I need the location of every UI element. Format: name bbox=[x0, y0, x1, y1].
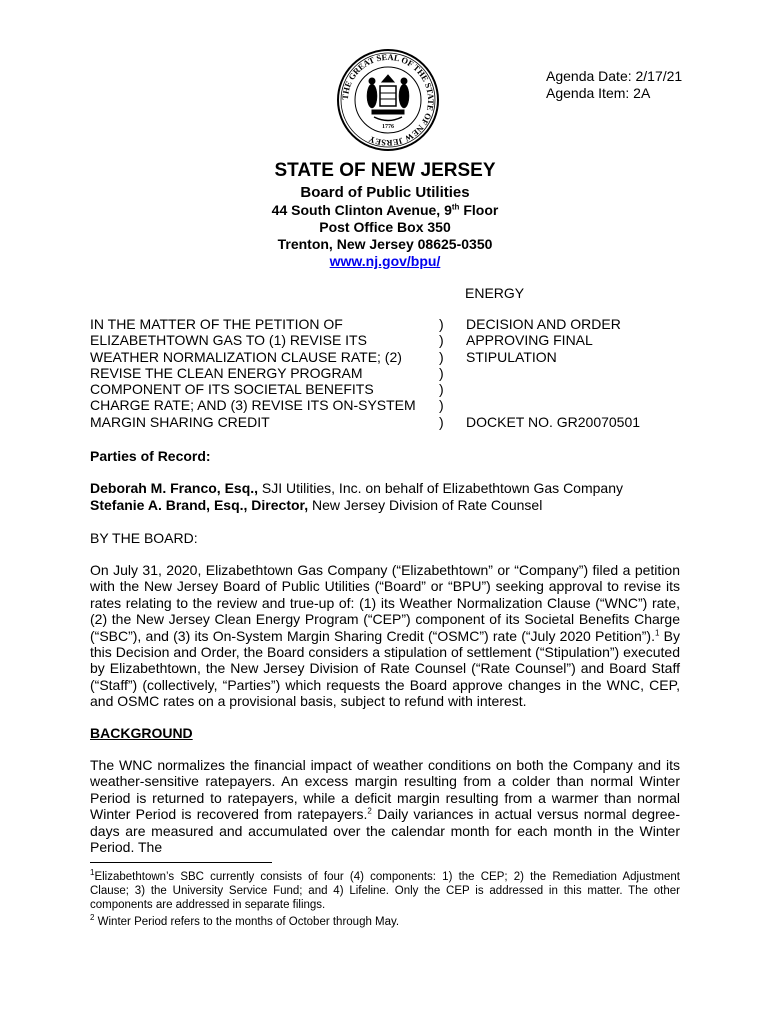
caption-matter-line: REVISE THE CLEAN ENERGY PROGRAM bbox=[90, 364, 363, 381]
parties-heading: Parties of Record: bbox=[90, 448, 211, 464]
agenda-item: Agenda Item: 2A bbox=[546, 85, 651, 101]
docket-number: DOCKET NO. GR20070501 bbox=[466, 414, 641, 430]
footnote-ref: 2 bbox=[367, 806, 372, 816]
footnote-2: $^2$ Winter Period refers to the months of October through May. bbox=[90, 913, 400, 928]
agenda-date: Agenda Date: 2/17/21 bbox=[546, 68, 683, 84]
board-city: Trenton, New Jersey 08625-0350 bbox=[277, 236, 493, 252]
background-paragraph: The WNC normalizes the financial impact of weather conditions on both the Company and its weather-sensitive ratepayers. An excess margin resulting from a colder than normal Winter Period is returned to ratepayers, while a deficit margin resulting from a warmer than normal Winter Period is recovered from ratepayers.$^2$ Daily variances in actual versus normal degree-days are measured and accumulated over the calendar month for each month in the Winter Period. The bbox=[90, 757, 680, 856]
board-website-link[interactable]: www.nj.gov/bpu/ bbox=[329, 253, 441, 269]
footnote-1: $^1$Elizabethtown’s SBC currently consists of four (4) components: 1) the CEP; 2) the Remediation Adjustment Clause; 3) the University Service Fund; and 4) Lifeline. Only the CEP is addressed in this matter. The other components are addressed in separate filings. bbox=[90, 868, 680, 911]
seal-emblem bbox=[367, 75, 409, 121]
caption-matter bbox=[90, 316, 430, 430]
agenda-block bbox=[546, 68, 682, 102]
board-address: 44 South Clinton Avenue, 9th Floor bbox=[271, 202, 499, 218]
caption-matter-line: IN THE MATTER OF THE PETITION OF bbox=[90, 316, 343, 332]
caption-matter-line: COMPONENT OF ITS SOCIETAL BENEFITS bbox=[90, 381, 374, 398]
svg-text:THE GREAT SEAL OF THE STATE OF bbox=[340, 52, 436, 148]
board-name: Board of Public Utilities bbox=[300, 184, 470, 201]
party-name: Deborah M. Franco, Esq., bbox=[90, 480, 259, 496]
intro-paragraph: On July 31, 2020, Elizabethtown Gas Company (“Elizabethtown” or “Company”) filed a petition with the New Jersey Board of Public Utilities (“Board” or “BPU”) seeking approval to revise its rates relating to the review and true-up of: (1) its Weather Normalization Clause (“WNC”) rate, (2) the New Jersey Clean Energy Program (“CEP”) component of its Societal Benefits Charge (“SBC”), and (3) its On-System Margin Sharing Credit (“OSMC”) rate (“July 2020 Petition”).$^1$ By this Decision and Order, the Board considers a stipulation of settlement (“Stipulation”) executed by Elizabethtown, the New Jersey Division of Rate Counsel (“Rate Counsel”) and Board Staff (“Staff”) (collectively, “Parties”) which requests the Board approve changes in the WNC, CEP, and OSMC rates on a provisional basis, subject to refund with interest. bbox=[90, 562, 680, 710]
board-website-line bbox=[0, 253, 770, 270]
board-po-box: Post Office Box 350 bbox=[319, 219, 451, 235]
party-entry bbox=[90, 480, 623, 496]
state-title: STATE OF NEW JERSEY bbox=[274, 160, 496, 181]
footnote-divider bbox=[90, 862, 272, 863]
caption-parens: ) ) ) ) ) ) ) bbox=[439, 316, 444, 430]
seal-ring-text: THE GREAT SEAL OF THE STATE OF NEW JERSEY bbox=[339, 51, 437, 149]
category-label: ENERGY bbox=[465, 285, 525, 301]
caption-decision: DECISION AND ORDER APPROVING FINAL STIPULATION bbox=[466, 316, 621, 365]
caption-matter-line: MARGIN SHARING CREDIT bbox=[90, 413, 270, 430]
background-heading: BACKGROUND bbox=[90, 725, 193, 741]
party-desc: New Jersey Division of Rate Counsel bbox=[308, 497, 543, 513]
footnote-ref: 1 bbox=[654, 627, 660, 637]
party-entry bbox=[90, 497, 542, 513]
caption-matter-line: CHARGE RATE; AND (3) REVISE ITS ON-SYSTEM bbox=[90, 397, 416, 414]
new-jersey-state-seal bbox=[336, 48, 440, 152]
seal-year: 1776 bbox=[382, 124, 394, 130]
caption-matter-line: WEATHER NORMALIZATION CLAUSE RATE; (2) bbox=[90, 348, 402, 365]
party-name: Stefanie A. Brand, Esq., Director, bbox=[90, 497, 309, 513]
party-desc: SJI Utilities, Inc. on behalf of Elizabethtown Gas Company bbox=[258, 480, 623, 496]
caption-matter-line: ELIZABETHTOWN GAS TO (1) REVISE ITS bbox=[90, 332, 367, 349]
by-the-board: BY THE BOARD: bbox=[90, 530, 198, 546]
